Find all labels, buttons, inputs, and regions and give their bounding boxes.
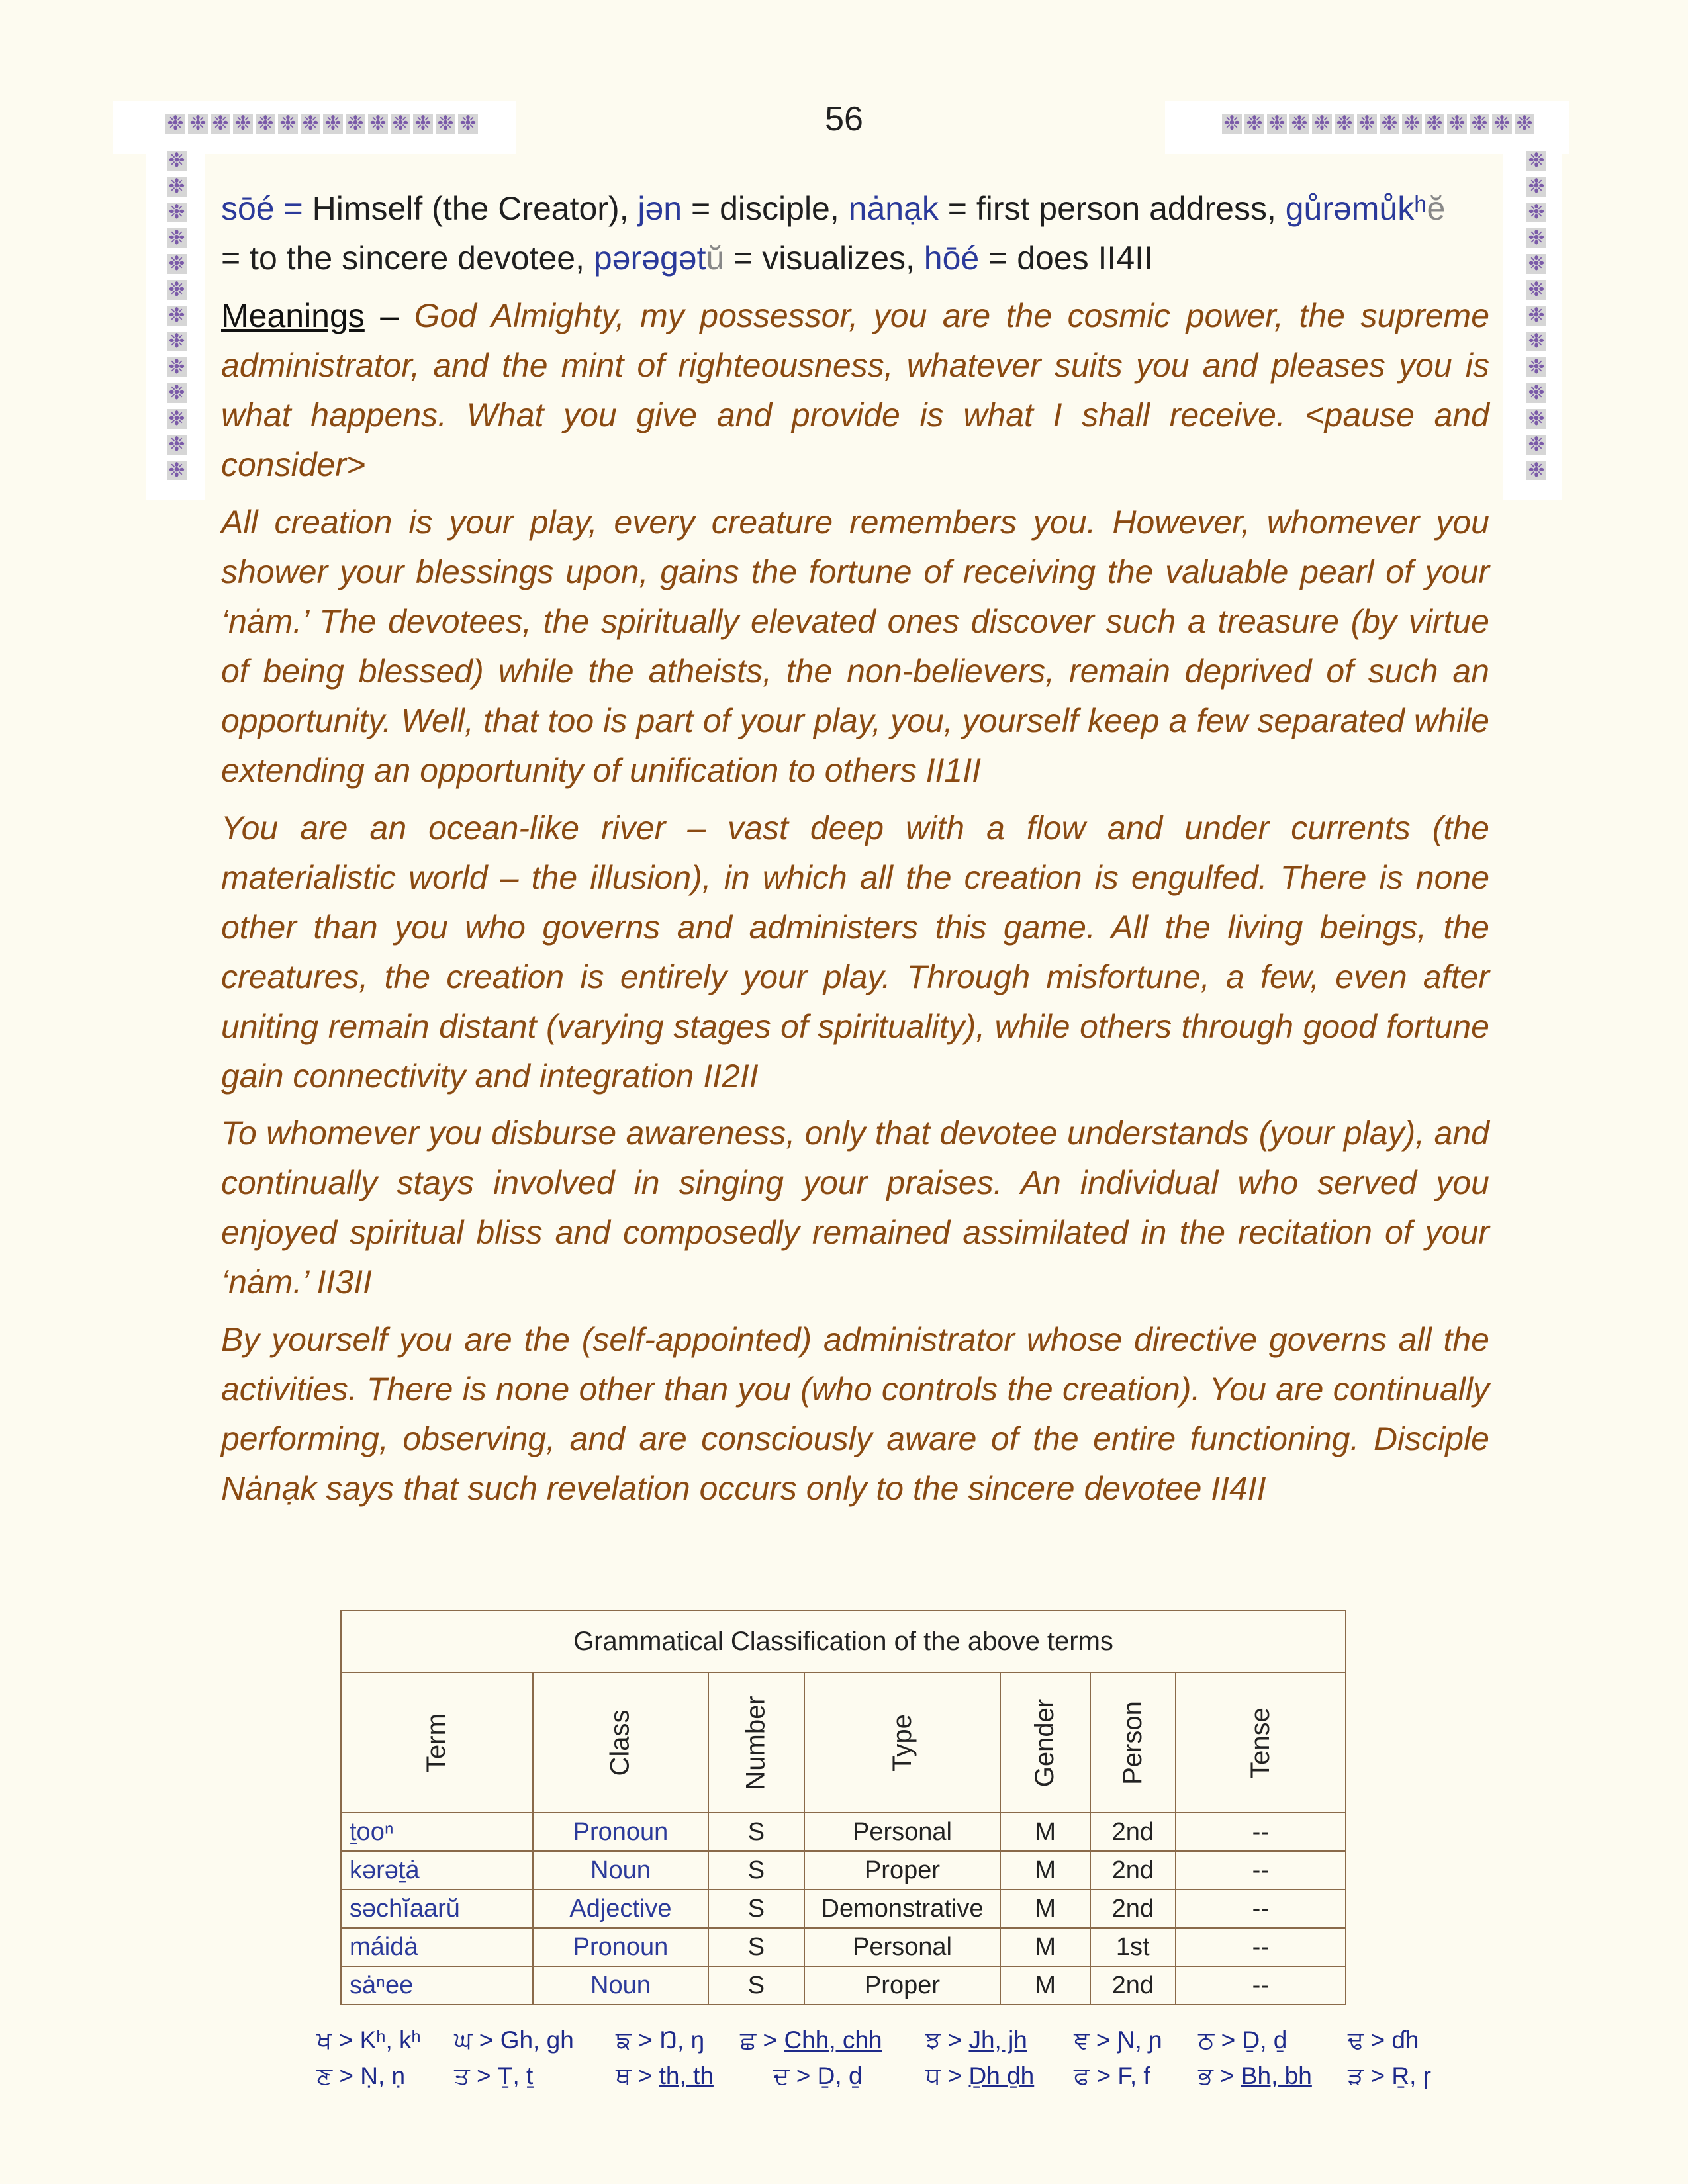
gloss-term: hōé xyxy=(923,240,980,277)
key-item: ਧ > Ḏh ḏh xyxy=(925,2062,1035,2089)
cell-type: Demonstrative xyxy=(804,1889,1001,1928)
flower-icon: ❉ xyxy=(1526,461,1546,480)
key-roman: Ŋ, ŋ xyxy=(659,2026,705,2054)
cell-type: Personal xyxy=(804,1813,1001,1851)
key-item: ਙ > Ŋ, ŋ xyxy=(616,2026,705,2054)
flower-icon: ❉ xyxy=(1447,114,1467,134)
cell-number: S xyxy=(708,1851,804,1889)
header-label: Person xyxy=(1117,1700,1147,1785)
flower-icon: ❉ xyxy=(1526,383,1546,403)
key-item: ਭ > Bh, bh xyxy=(1198,2062,1312,2089)
key-item: ਛ > Chh, chh xyxy=(740,2026,882,2054)
key-roman: Ṯ, ṯ xyxy=(497,2062,534,2089)
gloss-definition: Himself (the Creator), xyxy=(312,190,638,227)
flower-icon: ❉ xyxy=(167,228,187,248)
cell-gender: M xyxy=(1000,1813,1090,1851)
flower-icon: ❉ xyxy=(413,114,433,134)
flower-icon: ❉ xyxy=(211,114,230,134)
verse-paragraph-1: All creation is your play, every creature remembers you. However, whomever you shower your blessings upon, gains the fortune of receiving the valuable pearl of your ‘nȧm.’ The devotees, the spiritually elevated ones discover such a treasure (by virtue of being blessed) while the atheists, the non-believers, remain deprived of such an opportunity. Well, that too is part of your play, you, yourself keep a few separated while extending an opportunity of unification to others II1II xyxy=(221,504,1489,789)
cell-class: Noun xyxy=(533,1851,709,1889)
key-item: ਤ > Ṯ, ṯ xyxy=(454,2062,534,2089)
gloss-definition: = to the sincere devotee, xyxy=(221,240,594,277)
cell-number: S xyxy=(708,1966,804,2005)
cell-tense: -- xyxy=(1176,1889,1346,1928)
cell-class: Noun xyxy=(533,1966,709,2005)
key-item: ੜ > Ṟ, ɼ xyxy=(1348,2062,1431,2089)
flower-icon: ❉ xyxy=(167,409,187,429)
key-gurmukhi: ਣ xyxy=(316,2062,333,2089)
flower-icon: ❉ xyxy=(167,306,187,326)
flower-icon: ❉ xyxy=(1526,409,1546,429)
key-roman: Bh, bh xyxy=(1241,2062,1312,2089)
cell-class: Pronoun xyxy=(533,1813,709,1851)
cell-person: 2nd xyxy=(1090,1889,1176,1928)
column-header-type xyxy=(804,1672,1001,1813)
flower-icon: ❉ xyxy=(167,435,187,455)
key-roman: Ḏ, ḏ xyxy=(817,2062,863,2089)
meanings-label: Meanings xyxy=(221,297,365,334)
verse-paragraph-4: By yourself you are the (self-appointed) administrator whose directive governs all the activities. There is none other than you (who controls the creation). You are continually performing, observing, and are consciously aware of the entire functioning. Disciple Nȧnạk says that such revelation occurs only to the sincere devotee II4II xyxy=(221,1321,1489,1507)
key-item: ਘ > Gh, gh xyxy=(454,2026,574,2054)
flower-icon: ❉ xyxy=(346,114,365,134)
flower-icon: ❉ xyxy=(165,114,185,134)
key-gurmukhi: ਦ xyxy=(773,2062,790,2089)
verse-paragraph-2: You are an ocean-like river – vast deep with a flow and under currents (the materialistic world – the illusion), in which all the creation is engulfed. There is none other than you who governs and administers this game. All the living beings, the creatures, the creation is entirely your play. Through misfortune, a few, even after uniting remain distant (varying stages of spirituality), while others through good fortune gain connectivity and integration II2II xyxy=(221,809,1489,1095)
flower-icon: ❉ xyxy=(1470,114,1489,134)
cell-person: 2nd xyxy=(1090,1851,1176,1889)
key-item: ਢ > ɗh xyxy=(1348,2026,1419,2054)
table-row xyxy=(341,1928,1346,1966)
column-header-term xyxy=(341,1672,533,1813)
flower-border-top-right xyxy=(1222,114,1537,134)
key-item: ਥ > th, th xyxy=(616,2062,714,2089)
flower-icon: ❉ xyxy=(1515,114,1534,134)
key-gurmukhi: ਝ xyxy=(925,2026,941,2054)
key-roman: Ṟ, ɼ xyxy=(1391,2062,1431,2089)
flower-icon: ❉ xyxy=(301,114,320,134)
flower-icon: ❉ xyxy=(167,461,187,480)
flower-border-left xyxy=(167,151,187,486)
cell-class: Pronoun xyxy=(533,1928,709,1966)
gloss-definition: = does II4II xyxy=(979,240,1153,277)
gloss-term: gůrəmůkʰ xyxy=(1285,190,1427,227)
flower-icon: ❉ xyxy=(1335,114,1354,134)
verse-paragraph-3: To whomever you disburse awareness, only that devotee understands (your play), and continually stays involved in singing your praises. An individual who served you enjoyed spiritual bliss and composedly remained assimilated in the recitation of your ‘nȧm.’ II3II xyxy=(221,1115,1489,1300)
key-roman: ɗh xyxy=(1391,2026,1419,2054)
flower-icon: ❉ xyxy=(436,114,455,134)
flower-icon: ❉ xyxy=(1526,177,1546,197)
page-number: 56 xyxy=(825,100,863,138)
key-gurmukhi: ਭ xyxy=(1198,2062,1213,2089)
flower-border-right xyxy=(1526,151,1546,486)
cell-number: S xyxy=(708,1889,804,1928)
cell-class: Adjective xyxy=(533,1889,709,1928)
cell-term: kərəṯȧ xyxy=(341,1851,533,1889)
key-gurmukhi: ਛ xyxy=(740,2026,757,2054)
flower-icon: ❉ xyxy=(188,114,208,134)
key-gurmukhi: ਫ xyxy=(1074,2062,1090,2089)
key-item: ਝ > Jh, jh xyxy=(925,2026,1027,2054)
column-header-person xyxy=(1090,1672,1176,1813)
grammar-table xyxy=(340,1610,1346,2005)
flower-icon: ❉ xyxy=(1267,114,1287,134)
flower-icon: ❉ xyxy=(167,203,187,222)
flower-icon: ❉ xyxy=(1492,114,1512,134)
flower-icon: ❉ xyxy=(1222,114,1242,134)
flower-icon: ❉ xyxy=(1526,306,1546,326)
flower-icon: ❉ xyxy=(1425,114,1444,134)
key-gurmukhi: ਧ xyxy=(925,2062,941,2089)
flower-icon: ❉ xyxy=(458,114,478,134)
flower-icon: ❉ xyxy=(278,114,298,134)
key-gurmukhi: ਥ xyxy=(616,2062,632,2089)
flower-icon: ❉ xyxy=(1526,332,1546,351)
key-roman: F, f xyxy=(1117,2062,1150,2089)
cell-tense: -- xyxy=(1176,1813,1346,1851)
key-item: ਠ > Ḏ, ḏ xyxy=(1198,2026,1288,2054)
meanings-paragraph xyxy=(221,291,1489,490)
table-row xyxy=(341,1889,1346,1928)
header-label: Number xyxy=(741,1695,771,1790)
key-gurmukhi: ਘ xyxy=(454,2026,473,2054)
header-label: Tense xyxy=(1245,1707,1275,1778)
flower-icon: ❉ xyxy=(167,332,187,351)
flower-icon: ❉ xyxy=(167,177,187,197)
key-roman: Chh, chh xyxy=(784,2026,882,2054)
key-item: ਦ > Ḏ, ḏ xyxy=(773,2062,863,2089)
column-header-gender xyxy=(1000,1672,1090,1813)
meanings-text: God Almighty, my possessor, you are the cosmic power, the supreme administrator, and the mint of righteousness, whatever suits you and pleases you is what happens. What you give and provide is what I shall receive. <pause and consider> xyxy=(221,297,1489,483)
flower-icon: ❉ xyxy=(1380,114,1399,134)
flower-icon: ❉ xyxy=(1526,203,1546,222)
flower-icon: ❉ xyxy=(1526,435,1546,455)
flower-icon: ❉ xyxy=(391,114,410,134)
key-gurmukhi: ਙ xyxy=(616,2026,632,2054)
gloss-term: nȧnạk xyxy=(848,190,939,227)
flower-icon: ❉ xyxy=(167,383,187,403)
cell-gender: M xyxy=(1000,1928,1090,1966)
key-roman: Kʰ, kʰ xyxy=(359,2026,421,2054)
gloss-term: jən xyxy=(637,190,682,227)
flower-icon: ❉ xyxy=(323,114,343,134)
header-label: Term xyxy=(422,1713,451,1772)
gloss-definition: = first person address, xyxy=(938,190,1286,227)
key-roman: Gh, gh xyxy=(500,2026,574,2054)
flower-icon: ❉ xyxy=(1526,254,1546,274)
cell-person: 1st xyxy=(1090,1928,1176,1966)
flower-icon: ❉ xyxy=(1312,114,1332,134)
header-label: Type xyxy=(887,1713,917,1772)
key-roman: Ḏ, ḏ xyxy=(1242,2026,1288,2054)
cell-gender: M xyxy=(1000,1966,1090,2005)
cell-person: 2nd xyxy=(1090,1813,1176,1851)
cell-number: S xyxy=(708,1928,804,1966)
table-row xyxy=(341,1851,1346,1889)
header-label: Gender xyxy=(1030,1698,1060,1787)
flower-icon: ❉ xyxy=(167,254,187,274)
flower-icon: ❉ xyxy=(167,151,187,171)
gloss-term: sōé xyxy=(221,190,275,227)
key-roman: Ḏh ḏh xyxy=(968,2062,1035,2089)
table-row xyxy=(341,1813,1346,1851)
key-roman: Ṇ, ṇ xyxy=(360,2062,406,2089)
cell-term: máidȧ xyxy=(341,1928,533,1966)
cell-type: Proper xyxy=(804,1851,1001,1889)
cell-term: səchĭaarŭ xyxy=(341,1889,533,1928)
table-title: Grammatical Classification of the above terms xyxy=(341,1610,1346,1672)
gloss-definition: = visualizes, xyxy=(724,240,924,277)
key-gurmukhi: ਞ xyxy=(1074,2026,1090,2054)
gloss-definition: = disciple, xyxy=(682,190,849,227)
cell-type: Proper xyxy=(804,1966,1001,2005)
cell-term: ṯooⁿ xyxy=(341,1813,533,1851)
column-header-class xyxy=(533,1672,709,1813)
column-header-tense xyxy=(1176,1672,1346,1813)
key-roman: Ɲ, ɲ xyxy=(1117,2026,1162,2054)
cell-number: S xyxy=(708,1813,804,1851)
gloss-equals: = xyxy=(274,190,312,227)
key-roman: Jh, jh xyxy=(968,2026,1027,2054)
flower-icon: ❉ xyxy=(368,114,388,134)
flower-border-top-left xyxy=(165,114,481,134)
cell-type: Personal xyxy=(804,1928,1001,1966)
key-roman: th, th xyxy=(659,2062,714,2089)
flower-icon: ❉ xyxy=(1289,114,1309,134)
flower-icon: ❉ xyxy=(233,114,253,134)
key-item: ਫ > F, f xyxy=(1074,2062,1150,2089)
key-item: ਣ > Ṇ, ṇ xyxy=(316,2062,406,2089)
gloss-term-suffix: ĕ xyxy=(1427,190,1446,227)
key-gurmukhi: ਢ xyxy=(1348,2026,1364,2054)
key-gurmukhi: ੜ xyxy=(1348,2062,1364,2089)
flower-icon: ❉ xyxy=(1526,280,1546,300)
cell-tense: -- xyxy=(1176,1928,1346,1966)
column-header-number xyxy=(708,1672,804,1813)
flower-icon: ❉ xyxy=(1357,114,1377,134)
gloss-term: pərəgət xyxy=(593,240,706,277)
key-gurmukhi: ਠ xyxy=(1198,2026,1215,2054)
cell-gender: M xyxy=(1000,1889,1090,1928)
meanings-dash: – xyxy=(364,297,414,334)
flower-icon: ❉ xyxy=(256,114,275,134)
table-row xyxy=(341,1966,1346,2005)
flower-icon: ❉ xyxy=(1402,114,1422,134)
gloss-block xyxy=(221,184,1489,283)
key-item: ਖ > Kʰ, kʰ xyxy=(316,2026,421,2054)
cell-term: sȧⁿee xyxy=(341,1966,533,2005)
cell-tense: -- xyxy=(1176,1966,1346,2005)
flower-icon: ❉ xyxy=(1526,151,1546,171)
key-gurmukhi: ਖ xyxy=(316,2026,332,2054)
flower-icon: ❉ xyxy=(1526,228,1546,248)
key-item: ਞ > Ɲ, ɲ xyxy=(1074,2026,1162,2054)
flower-icon: ❉ xyxy=(1244,114,1264,134)
cell-tense: -- xyxy=(1176,1851,1346,1889)
flower-icon: ❉ xyxy=(1526,357,1546,377)
flower-icon: ❉ xyxy=(167,357,187,377)
header-label: Class xyxy=(605,1709,635,1776)
flower-icon: ❉ xyxy=(167,280,187,300)
key-gurmukhi: ਤ xyxy=(454,2062,470,2089)
gloss-term-suffix: ŭ xyxy=(706,240,725,277)
cell-gender: M xyxy=(1000,1851,1090,1889)
cell-person: 2nd xyxy=(1090,1966,1176,2005)
